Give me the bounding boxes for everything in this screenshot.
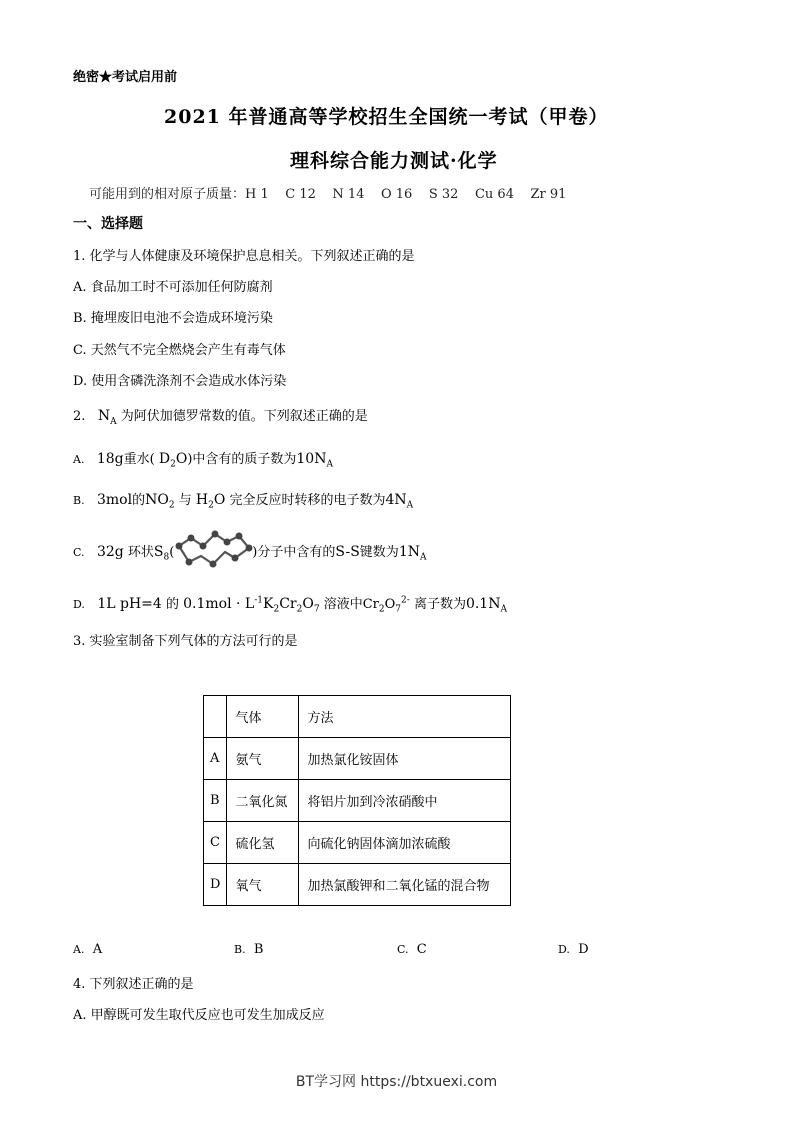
table-header-cell [204,696,227,738]
table-header-cell: 方法 [299,696,511,738]
q3-option-a: A. A [73,942,103,957]
table-cell: D [204,864,227,906]
table-cell: 加热氯化铵固体 [299,738,511,780]
q2-na: $N_A$ [97,408,117,427]
q2-option-a: A. 18g重水( $D_2O$)中含有的质子数为$10N_A$ [73,451,333,470]
section-heading: 一、选择题 [73,216,143,232]
q3-option-c: C. C [397,942,427,957]
q2-stem-text: 为阿伏加德罗常数的值。下列叙述正确的是 [120,409,368,424]
s8-ring-molecule [173,528,253,570]
table-cell: 将铝片加到冷浓硝酸中 [299,780,511,822]
q1-option-c: C. 天然气不完全燃烧会产生有毒气体 [73,343,286,358]
table-cell: C [204,822,227,864]
exam-subtitle: 理科综合能力测试·化学 [290,150,498,172]
table-cell: 氧气 [227,864,299,906]
table-cell: 氨气 [227,738,299,780]
q1-option-b: B. 掩埋废旧电池不会造成环境污染 [73,311,273,326]
secret-label: 绝密★考试启用前 [73,70,178,85]
table-row [204,780,511,822]
table-cell: 二氧化氮 [227,780,299,822]
q2-option-d: D. 1L pH=4 的 $0.1mol \cdot L^{-1}K_2Cr_2O_7$ 溶液中$Cr_2O_7^{2-}$ 离子数为$0.1N_A$ [73,595,507,615]
q2-option-b: B. 3mol的$NO_2$ 与 $H_2O$ 完全反应时转移的电子数为$4N_A$ [73,492,414,511]
table-cell: A [204,738,227,780]
q4-option-a: A. 甲醇既可发生取代反应也可发生加成反应 [73,1008,325,1023]
table-row [204,738,511,780]
table-header-row [204,696,511,738]
table-cell: 向硫化钠固体滴加浓硫酸 [299,822,511,864]
table-row [204,822,511,864]
exam-title: 2021 年普通高等学校招生全国统一考试（甲卷） [164,106,609,128]
q2-num: 2. [73,409,86,424]
q1-option-d: D. 使用含磷洗涤剂不会造成水体污染 [73,374,287,389]
table-cell: B [204,780,227,822]
q1-stem: 1. 化学与人体健康及环境保护息息相关。下列叙述正确的是 [73,249,415,264]
q1-option-a: A. 食品加工时不可添加任何防腐剂 [73,280,273,295]
q2-option-c: C. 32g 环状$S_8$( )分子中含有的S-S键数为$1N_A$ [73,544,427,563]
table-row [204,864,511,906]
table-header-cell: 气体 [227,696,299,738]
q3-option-b: B. B [234,942,264,957]
q2-stem [73,405,368,427]
table-cell: 加热氯酸钾和二氧化锰的混合物 [299,864,511,906]
q3-table [203,695,511,906]
q3-stem: 3. 实验室制备下列气体的方法可行的是 [73,634,298,649]
atomic-masses: 可能用到的相对原子质量：H 1 C 12 N 14 O 16 S 32 Cu 64 Zr 91 [89,187,567,202]
table-cell: 硫化氢 [227,822,299,864]
q3-option-d: D. D [558,942,589,957]
footer-watermark: BT学习网 https://btxuexi.com [295,1074,498,1090]
q4-stem: 4. 下列叙述正确的是 [73,977,194,992]
